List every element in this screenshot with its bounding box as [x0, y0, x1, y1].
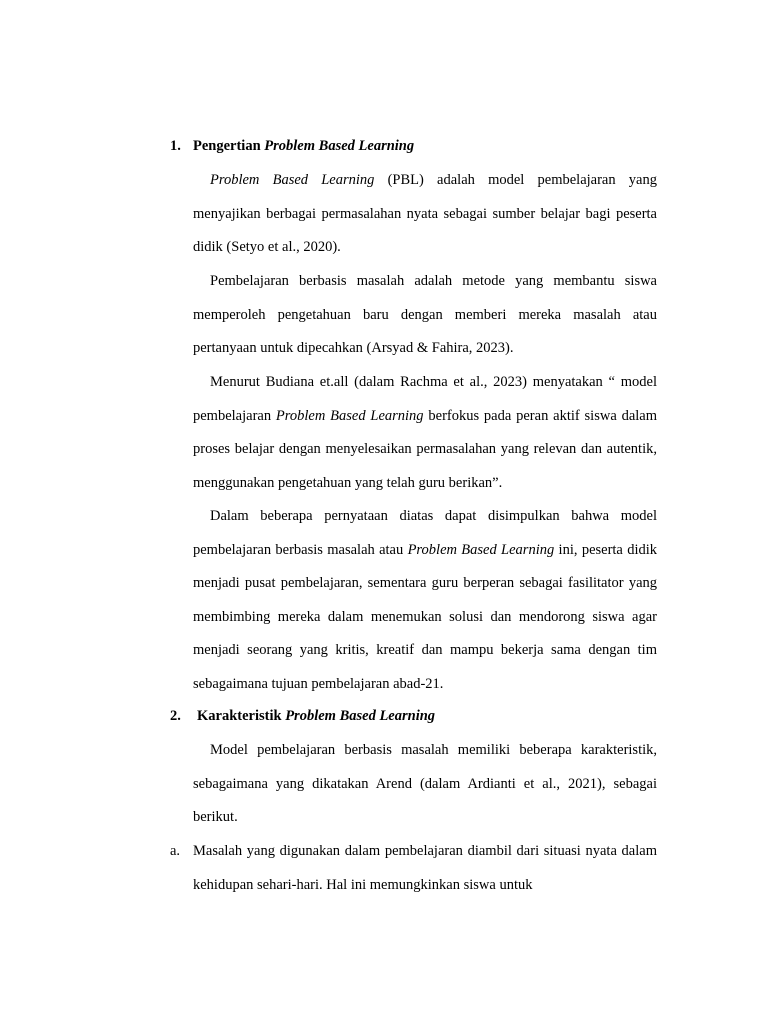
section-2-title: Karakteristik — [197, 708, 286, 724]
section-2-paragraph-1 — [193, 734, 657, 835]
section-2-title-italic: Problem Based Learning — [285, 708, 436, 724]
paragraph-text: Dalam beberapa pernyataan diatas dapat disimpulkan bahwa model pembelajaran berbasis masalah atau — [193, 508, 657, 558]
paragraph-text: Pembelajaran berbasis masalah adalah metode yang membantu siswa memperoleh pengetahuan baru dengan memberi mereka masalah atau pertanyaan untuk dipecahkan (Arsyad & Fahira, 2023). — [193, 273, 657, 357]
paragraph-text: Model pembelajaran berbasis masalah memiliki beberapa karakteristik, sebagaimana yang dikatakan Arend (dalam Ardianti et al., 2021), sebagai berikut. — [193, 742, 657, 826]
list-marker-a: a. — [170, 843, 181, 859]
paragraph-text: (PBL) adalah model pembelajaran yang menyajikan berbagai permasalahan nyata sebagai sumber belajar bagi peserta didik (Setyo et al., 2020). — [193, 172, 657, 256]
pbl-term: Problem Based Learning — [407, 541, 555, 558]
section-1-heading — [170, 138, 658, 155]
paragraph-text: ini, peserta didik menjadi pusat pembelajaran, sementara guru berperan sebagai fasilitator yang membimbing mereka dalam menemukan solusi dan mendorong siswa agar menjadi seorang yang kritis, kreatif dan mampu bekerja sama dengan tim sebagaimana tujuan pembelajaran abad-21. — [193, 541, 658, 692]
list-item-a — [193, 835, 657, 902]
section-1-paragraph-2 — [193, 265, 657, 366]
section-2-heading — [170, 708, 658, 725]
section-1-paragraph-3 — [193, 366, 657, 500]
section-1-paragraph-1 — [193, 164, 657, 265]
section-2-number: 2. — [170, 708, 181, 724]
section-1-paragraph-4 — [193, 500, 657, 702]
paragraph-text: berfokus pada peran aktif siswa dalam proses belajar dengan menyelesaikan permasalahan yang relevan dan autentik, menggunakan pengetahuan yang telah guru berikan”. — [193, 407, 657, 491]
pbl-term: Problem Based Learning — [275, 407, 424, 424]
paragraph-text: Menurut Budiana et.all (dalam Rachma et al., 2023) menyatakan “ model pembelajaran — [193, 374, 657, 424]
list-item-text: Masalah yang digunakan dalam pembelajaran diambil dari situasi nyata dalam kehidupan sehari-hari. Hal ini memungkinkan siswa untuk — [193, 843, 657, 893]
pbl-term: Problem Based Learning — [210, 172, 375, 188]
section-1-title: Pengertian — [193, 138, 265, 154]
section-1-title-italic: Problem Based Learning — [264, 138, 415, 154]
section-1-number: 1. — [170, 138, 181, 154]
